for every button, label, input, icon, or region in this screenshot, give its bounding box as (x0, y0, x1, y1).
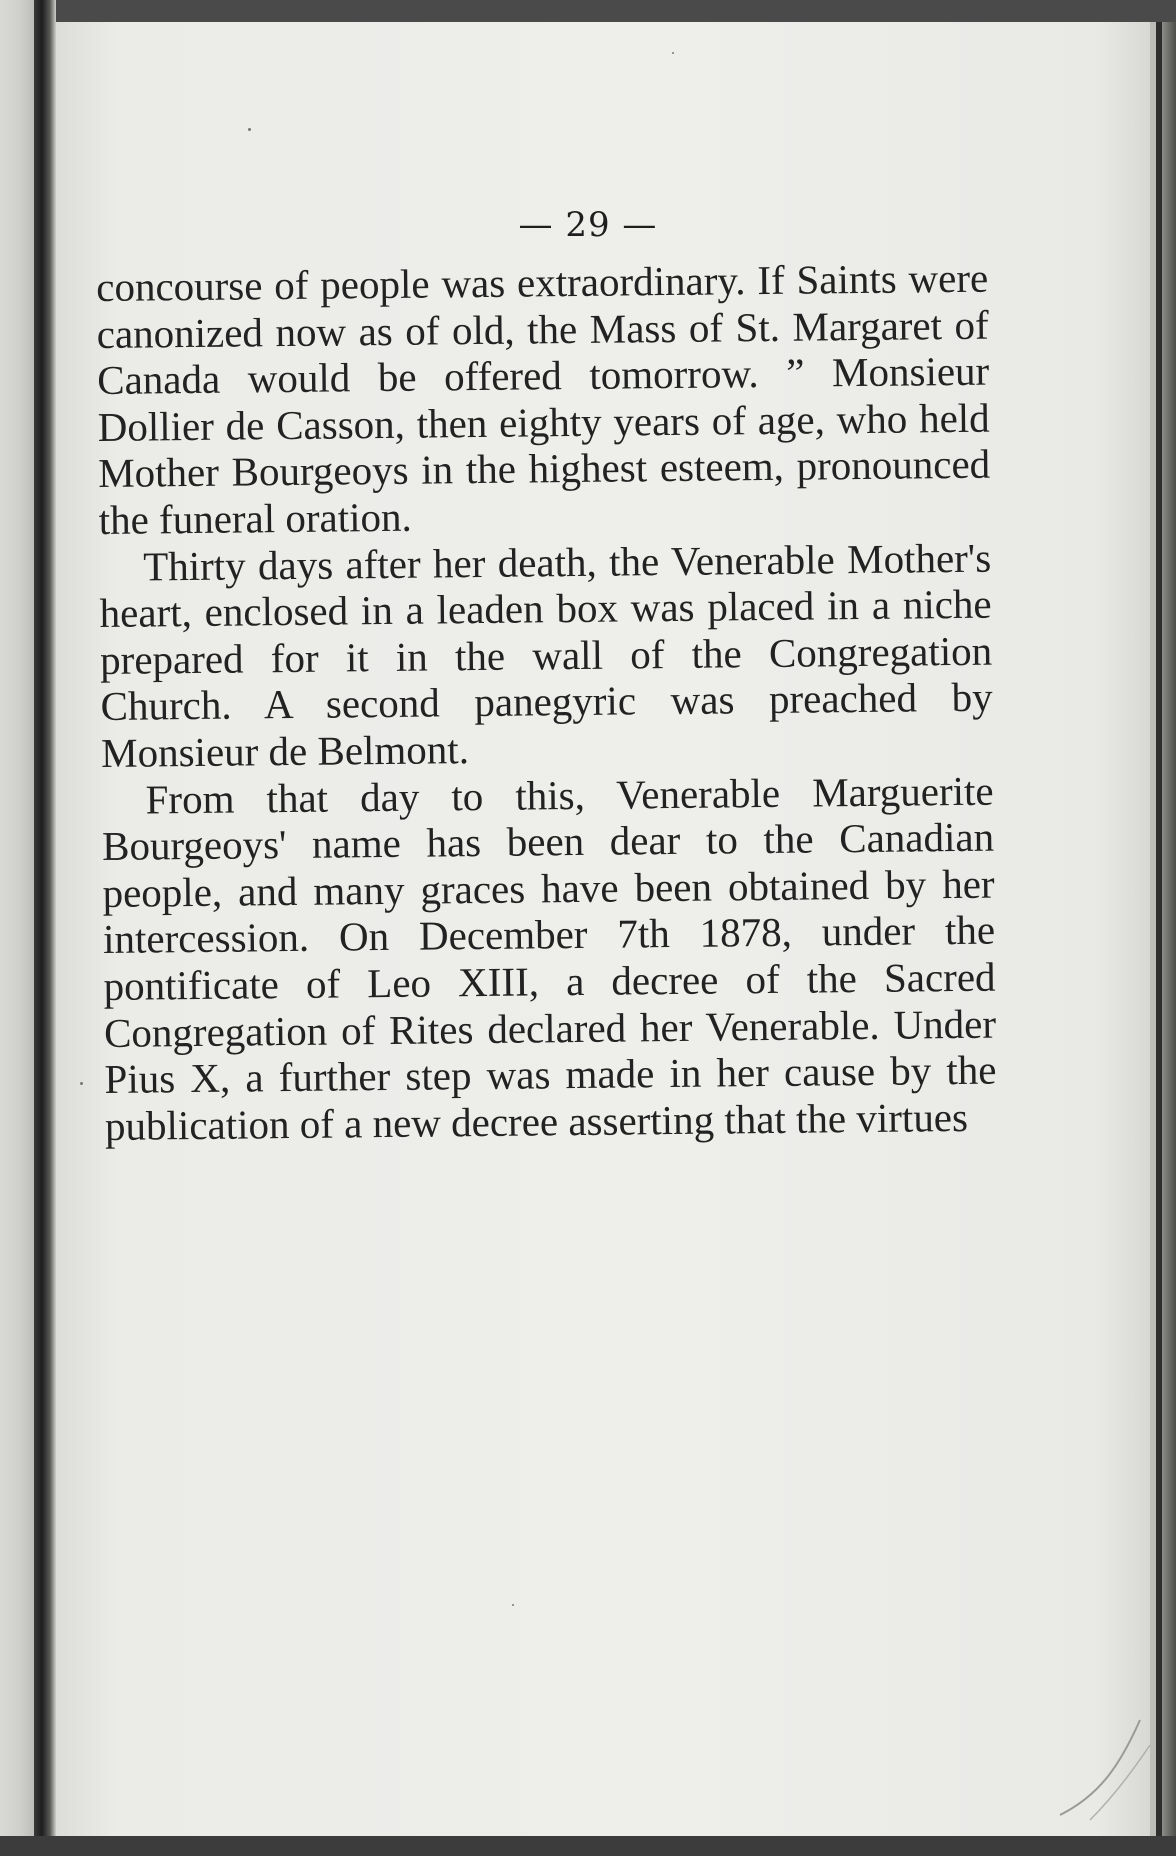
scan-bottom-border (0, 1836, 1176, 1856)
paper-crease-mark (1000, 1715, 1150, 1825)
dust-speck (512, 1604, 514, 1606)
dust-speck (672, 52, 674, 54)
dust-speck (80, 1082, 83, 1085)
paragraph-3: From that day to this, Venerable Marguerite Bourgeoys' name has been dear to the Canadian people, and many graces have been obtained by her intercession. On December 7th 1878, under the pontificate of Leo XIII, a decree of the Sacred Congregation of Rites declared her Venerable. Under Pius X, a further step was made in her cause by the publication of a new decree asserting that the virtues (101, 767, 997, 1149)
scan-top-border (0, 0, 1176, 22)
facing-page-edge (0, 0, 34, 1856)
body-text (96, 255, 1000, 1404)
book-spine-gutter (34, 0, 56, 1856)
paragraph-2: Thirty days after her death, the Venerable Mother's heart, enclosed in a leaden box was placed in a niche prepared for it in the wall of the Congregation Church. A second panegyric was preached by Monsieur de Belmont. (99, 534, 993, 776)
page-number: — 29 — (518, 205, 658, 245)
paragraph-1: concourse of people was extraordinary. If Saints were canonized now as of old, the Mass of St. Margaret of Canada would be offered tomorrow. ” Monsieur Dollier de Casson, then eighty years of age, who held Mother Bourgeoys in the highest esteem, pronounced the funeral oration. (96, 254, 991, 543)
dust-speck (248, 128, 251, 131)
page-right-edge-shadow (1162, 22, 1176, 1836)
